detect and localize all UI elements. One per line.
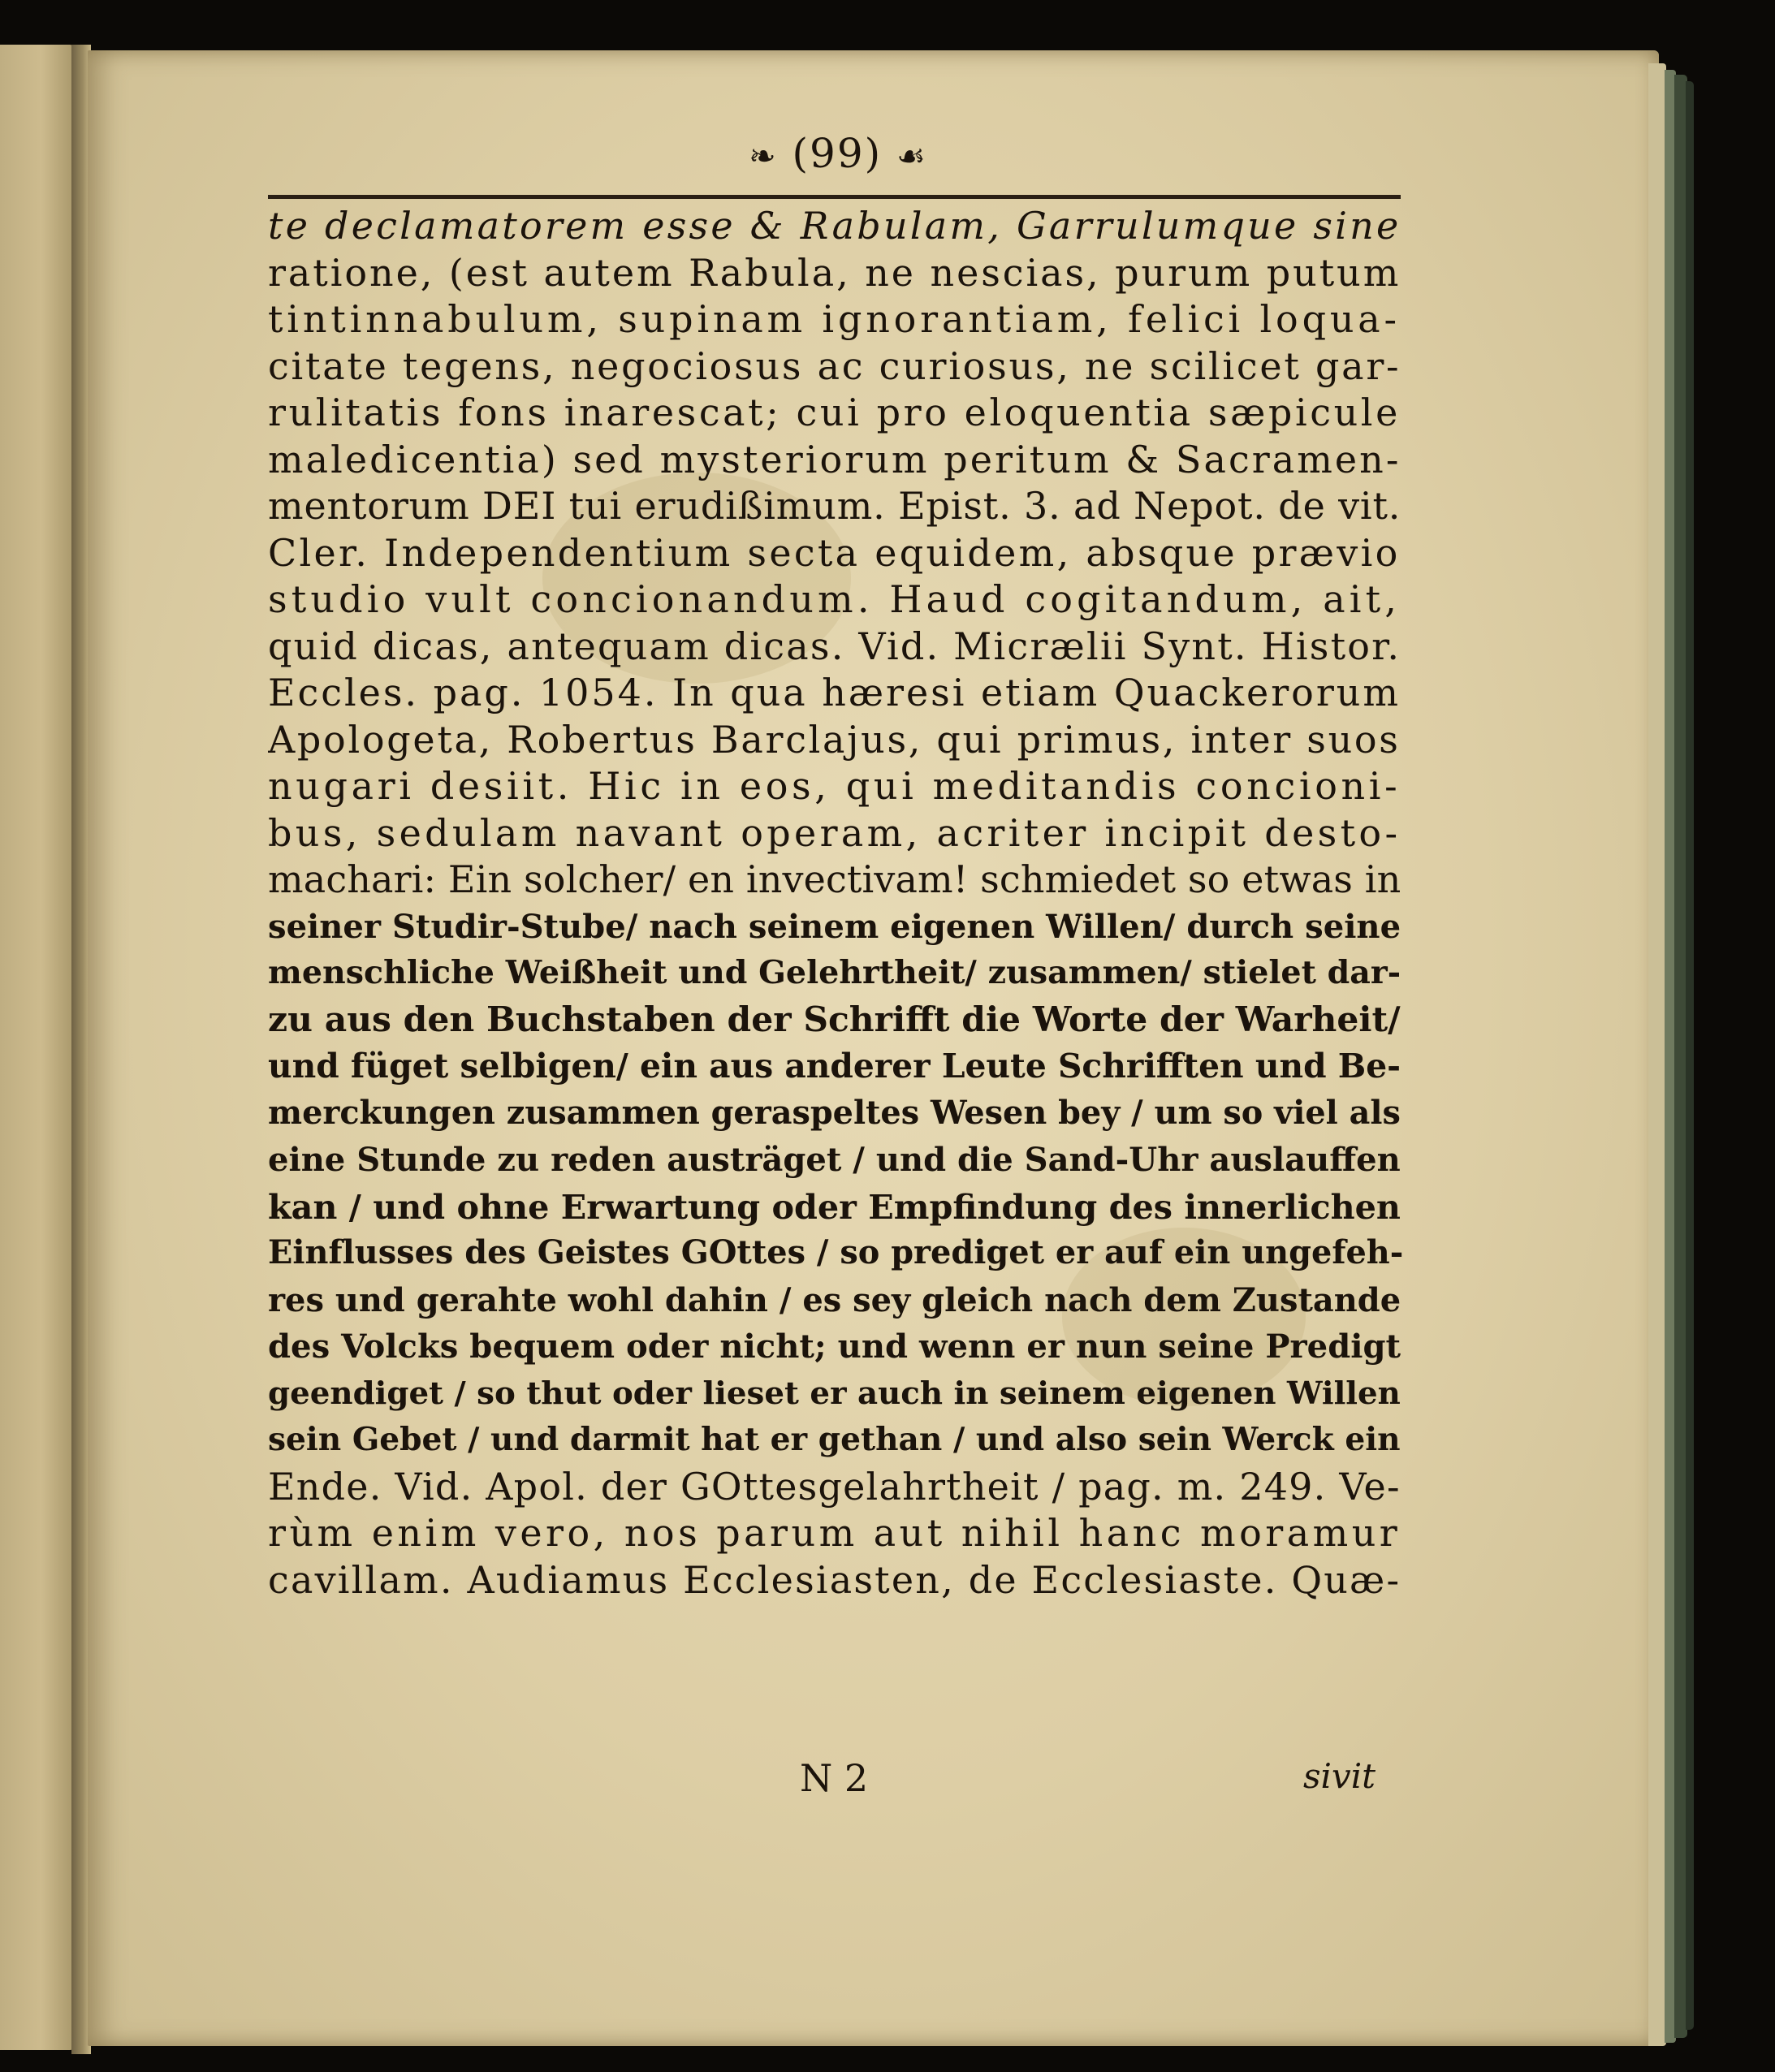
text-line: Eccles. pag. 1054. In qua hæresi etiam Quackerorum (268, 671, 1401, 714)
text-line-fraktur: geendiget / so thut oder lieset er auch in seinem eigenen Willen (268, 1375, 1401, 1412)
signature-mark: N 2 (800, 1756, 869, 1800)
text-line-fraktur: sein Gebet / und darmit hat er gethan / und also sein Werck ein (268, 1421, 1401, 1458)
running-head (692, 130, 984, 177)
left-page-edge (0, 45, 75, 2050)
text-line: Cler. Independentium secta equidem, absque prævio (268, 530, 1401, 575)
catchword: sivit (1303, 1756, 1376, 1796)
text-line: studio vult concionandum. Haud cogitandum, ait, (268, 577, 1401, 621)
text-line: Apologeta, Robertus Barclajus, qui primus, inter suos (268, 717, 1401, 762)
text-line: Ende. Vid. Apol. der GOttesgelahrtheit / pag. m. 249. Ve- (268, 1464, 1401, 1509)
text-line: ratione, (est autem Rabula, ne nescias, purum putum (268, 250, 1401, 295)
text-line: te declamatorem esse & Rabulam, Garrulumque sine (268, 204, 1401, 248)
page-stack-edge (1648, 63, 1666, 2046)
text-line: tintinnabulum, supinam ignorantiam, felici loqua- (268, 297, 1401, 341)
text-line: machari: Ein solcher/ en invectivam! schmiedet so etwas in (268, 857, 1401, 901)
text-line-fraktur: res und gerahte wohl dahin / es sey gleich nach dem Zustande (268, 1280, 1401, 1319)
text-line: nugari desiit. Hic in eos, qui meditandis concioni- (268, 764, 1401, 808)
text-line-fraktur: des Volcks bequem oder nicht; und wenn er nun seine Predigt (268, 1327, 1401, 1366)
text-line-fraktur: kan / und ohne Erwartung oder Empfindung des innerlichen (268, 1186, 1401, 1227)
text-line-fraktur: seiner Studir-Stube/ nach seinem eigenen Willen/ durch seine (268, 907, 1401, 946)
right-ornament-icon: ☙ (896, 138, 927, 175)
text-line: cavillam. Audiamus Ecclesiasten, de Ecclesiaste. Quæ- (268, 1557, 1401, 1602)
text-line: quid dicas, antequam dicas. Vid. Micrælii Synt. Histor. (268, 624, 1401, 668)
text-line: maledicentia) sed mysteriorum peritum & Sacramen- (268, 437, 1401, 481)
page-stack-edge (1686, 81, 1694, 2030)
text-line: rulitatis fons inarescat; cui pro eloquentia sæpicule (268, 391, 1401, 434)
text-line-fraktur: eine Stunde zu reden austräget / und die Sand-Uhr auslauffen (268, 1141, 1401, 1179)
text-line-fraktur: menschliche Weißheit und Gelehrtheit/ zusammen/ stielet dar- (268, 954, 1401, 991)
left-ornament-icon: ❧ (749, 138, 778, 175)
text-line: citate tegens, negociosus ac curiosus, ne scilicet gar- (268, 343, 1401, 388)
body-text (268, 203, 1405, 1604)
text-line-fraktur: Einflusses des Geistes GOttes / so prediget er auf ein ungefeh- (268, 1234, 1404, 1271)
header-rule (268, 195, 1401, 199)
text-line: mentorum DEI tui erudißimum. Epist. 3. ad Nepot. de vit. (268, 484, 1401, 528)
text-line: bus, sedulam navant operam, acriter incipit desto- (268, 810, 1401, 855)
text-line-fraktur: merckungen zusammen geraspeltes Wesen bey / um so viel als (268, 1094, 1401, 1132)
text-line: rùm enim vero, nos parum aut nihil hanc moramur (268, 1511, 1401, 1555)
text-line-fraktur: und füget selbigen/ ein aus anderer Leute Schrifften und Be- (268, 1047, 1401, 1086)
text-line-fraktur: zu aus den Buchstaben der Schrifft die Worte der Warheit/ (268, 999, 1401, 1040)
page-number: (99) (792, 130, 883, 177)
